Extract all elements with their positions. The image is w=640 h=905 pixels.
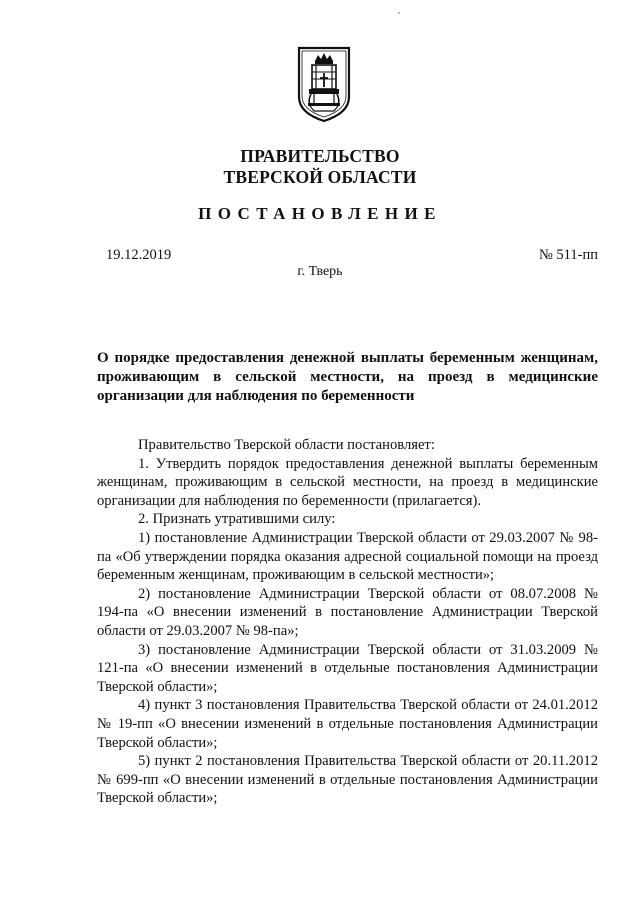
paragraph-item-1: 1. Утвердить порядок предоставления денежной выплаты беременным женщинам, проживающим в сельской местности, на проезд в медицинские организации для наблюдения по беременности (прилагается). xyxy=(97,455,598,509)
document-city: г. Тверь xyxy=(297,264,343,279)
paragraph-subitem-1: 1) постановление Администрации Тверской области от 29.03.2007 № 98-па «Об утверждении порядка оказания адресной социальной помощи на проезд беременным женщинам, проживающим в сельской местности»; xyxy=(97,529,598,584)
tver-coat-of-arms-icon xyxy=(296,45,352,123)
document-body xyxy=(97,436,598,808)
document-number: № 511-пп xyxy=(538,247,598,263)
paragraph-item-2: 2. Признать утратившими силу: xyxy=(138,511,336,528)
scan-speck xyxy=(398,12,400,14)
paragraph-intro: Правительство Тверской области постановляет: xyxy=(138,437,435,453)
org-name-line1: ПРАВИТЕЛЬСТВО xyxy=(240,146,400,166)
paragraph-subitem-5: 5) пункт 2 постановления Правительства Тверской области от 20.11.2012 № 699-пп «О внесении изменений в отдельные постановления Администрации Тверской области»; xyxy=(97,753,598,807)
org-name-line2: ТВЕРСКОЙ ОБЛАСТИ xyxy=(223,167,417,187)
document-type: ПОСТАНОВЛЕНИЕ xyxy=(198,204,442,223)
paragraph-subitem-3: 3) постановление Администрации Тверской области от 31.03.2009 № 121-па «О внесении изменений в отдельные постановления Администрации Тверской области»; xyxy=(97,641,598,695)
paragraph-subitem-4: 4) пункт 3 постановления Правительства Тверской области от 24.01.2012 № 19-пп «О внесении изменений в отдельные постановления Администрации Тверской области»; xyxy=(97,697,598,751)
paragraph-subitem-2: 2) постановление Администрации Тверской области от 08.07.2008 № 194-па «О внесении изменений в постановление Администрации Тверской области от 29.03.2007 № 98-па»; xyxy=(97,585,598,639)
document-date: 19.12.2019 xyxy=(106,247,172,263)
document-title: О порядке предоставления денежной выплаты беременным женщинам, проживающим в сельской местности, на проезд в медицинские организации для наблюдения по беременности xyxy=(97,350,598,404)
